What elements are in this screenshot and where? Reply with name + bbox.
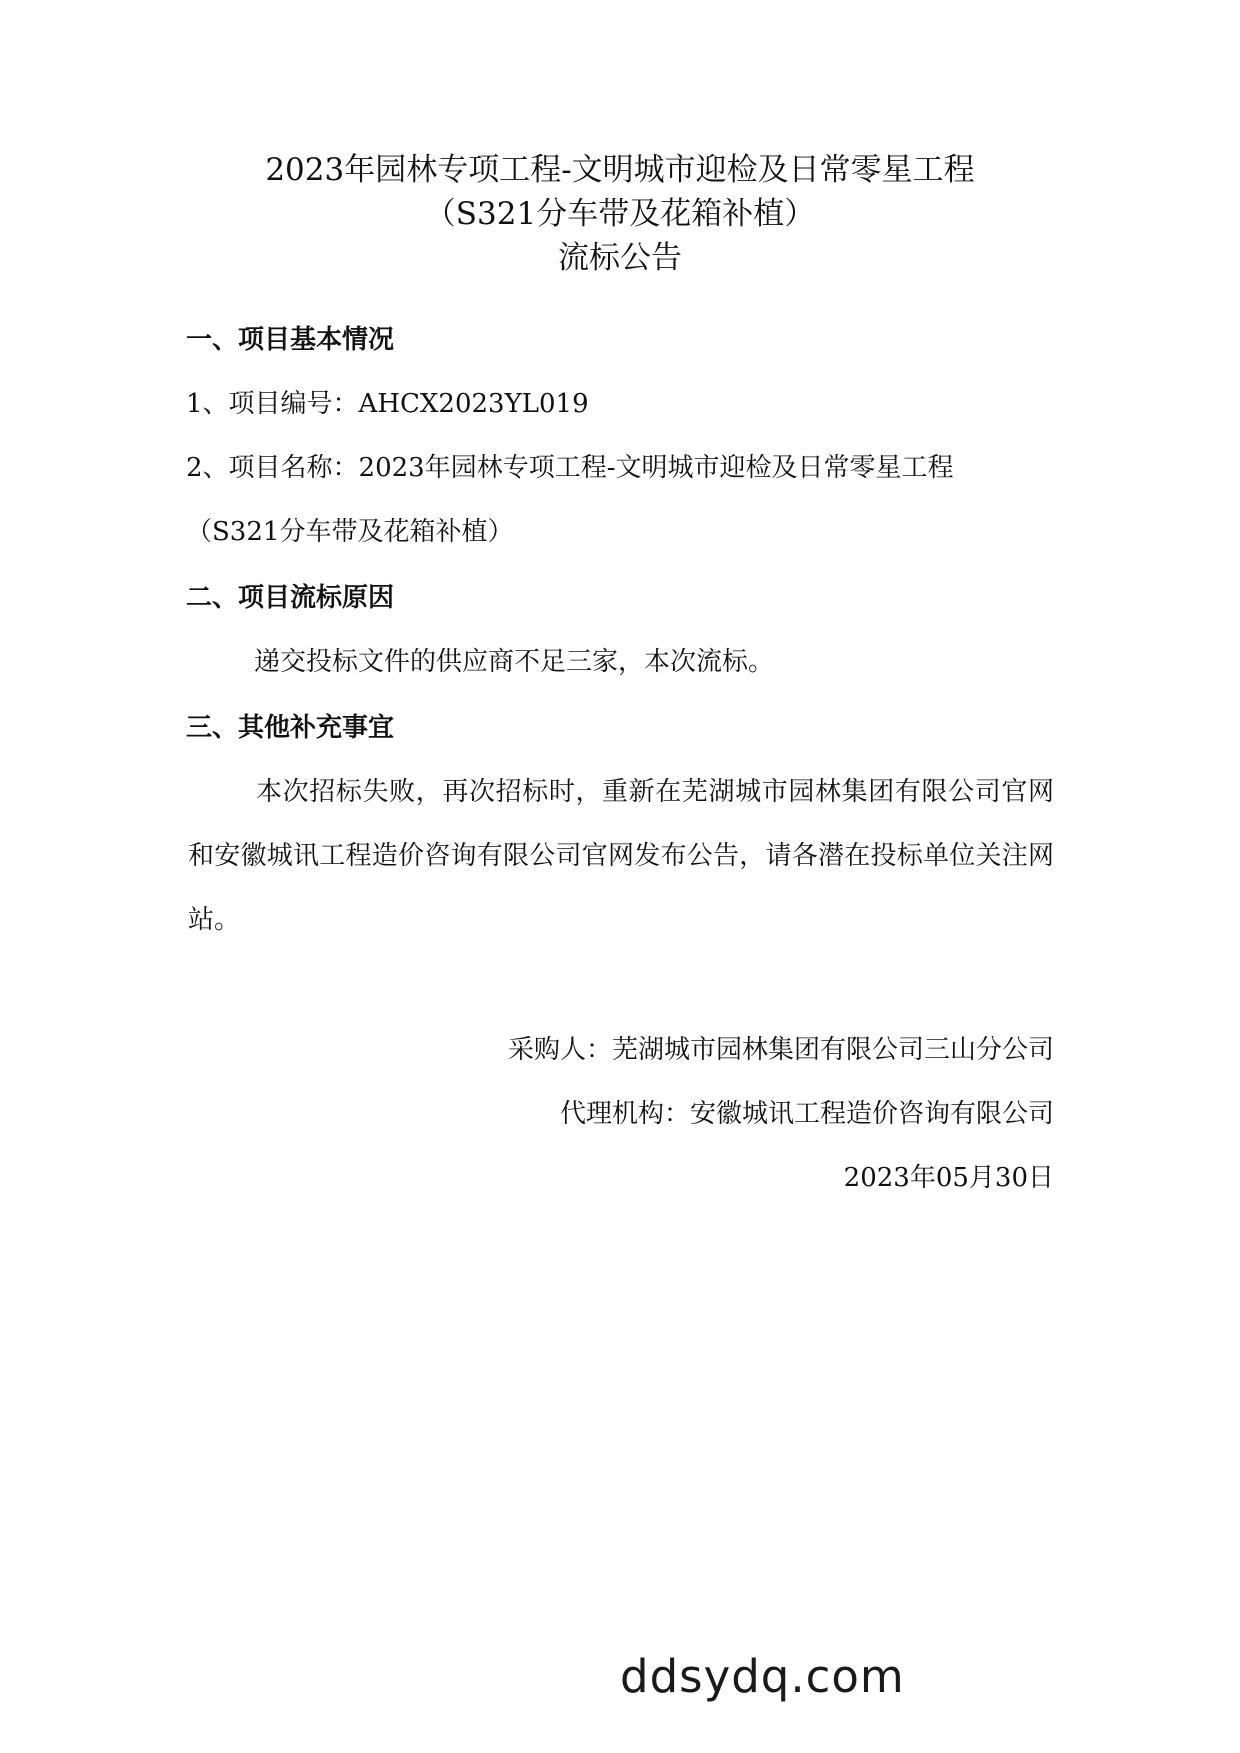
supplementary-paragraph: 本次招标失败，再次招标时，重新在芜湖城市园林集团有限公司官网和安徽城讯工程造价咨询有限公司官网发布公告，请各潜在投标单位关注网站。 xyxy=(188,777,1054,935)
document-title xyxy=(120,148,1120,280)
project-name-line-1: 2、项目名称：2023年园林专项工程-文明城市迎检及日常零星工程 xyxy=(186,453,954,483)
project-number: 1、项目编号：AHCX2023YL019 xyxy=(186,389,589,419)
failure-reason: 递交投标文件的供应商不足三家，本次流标。 xyxy=(254,647,775,677)
site-watermark: ddsydq.com xyxy=(620,1650,905,1703)
project-name-line-2: （S321分车带及花箱补植） xyxy=(186,517,514,547)
agency-line: 代理机构：安徽城讯工程造价咨询有限公司 xyxy=(559,1099,1054,1129)
notice-date: 2023年05月30日 xyxy=(843,1163,1054,1193)
section-1-heading: 一、项目基本情况 xyxy=(186,325,395,355)
title-line-1: 2023年园林专项工程-文明城市迎检及日常零星工程 xyxy=(265,152,975,188)
section-2-heading: 二、项目流标原因 xyxy=(186,583,395,613)
title-line-2: （S321分车带及花箱补植） xyxy=(424,196,816,232)
purchaser-line: 采购人：芜湖城市园林集团有限公司三山分公司 xyxy=(507,1035,1054,1065)
section-3-heading: 三、其他补充事宜 xyxy=(186,713,395,743)
title-line-3: 流标公告 xyxy=(558,240,682,276)
